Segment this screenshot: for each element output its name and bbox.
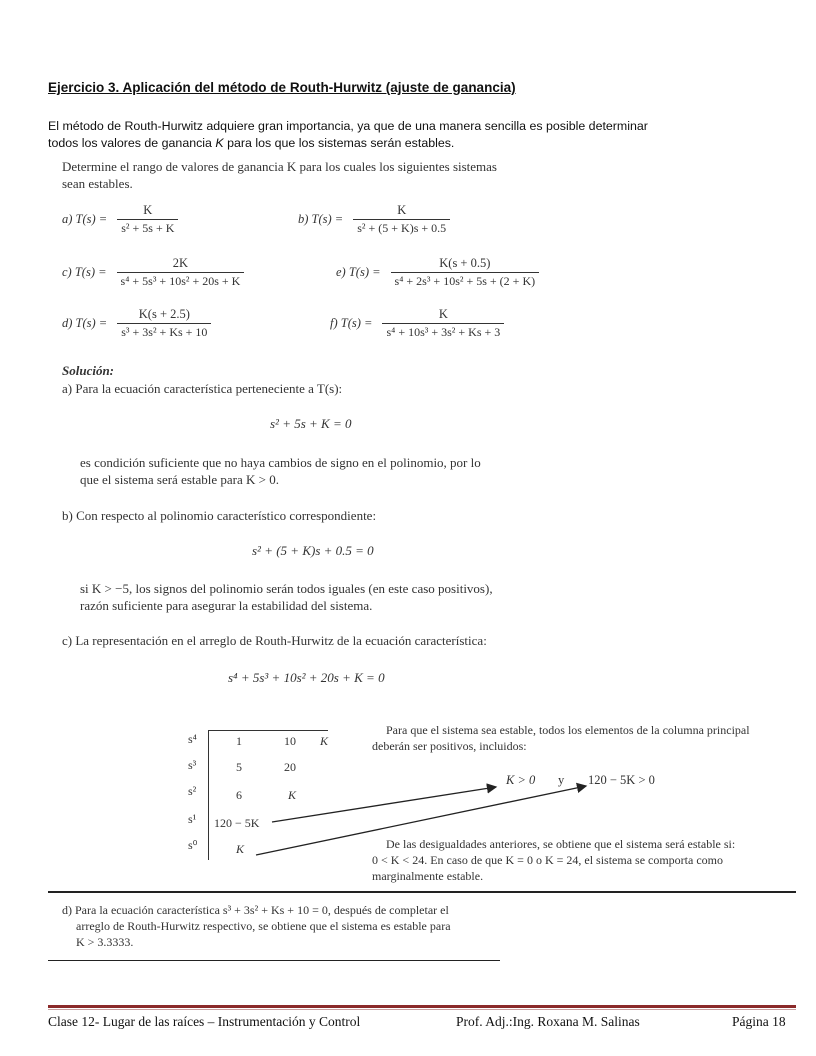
part-d-divider bbox=[48, 960, 500, 961]
solution-b-intro: b) Con respecto al polinomio característico correspondiente: bbox=[62, 508, 377, 523]
routh-note-2-line-2: 0 < K < 24. En caso de que K = 0 o K = 24, el sistema se comporta como bbox=[372, 853, 723, 867]
transfer-function-d: d) T(s) = $\frac{K(s + 2.5)}{\text{s³ + 3s² + Ks + 10}}$ bbox=[62, 307, 211, 340]
solution-title: Solución: bbox=[62, 363, 115, 378]
routh-cell: 1 bbox=[236, 734, 242, 748]
intro-line-1: El método de Routh-Hurwitz adquiere gran importancia, ya que de una manera sencilla es posible determinar bbox=[48, 119, 648, 133]
routh-cell: K bbox=[236, 842, 245, 856]
routh-note-2-line-1: De las desigualdades anteriores, se obtiene que el sistema será estable si: bbox=[386, 837, 736, 851]
footer-professor: Prof. Adj.:Ing. Roxana M. Salinas bbox=[456, 1014, 640, 1029]
condition-conjunction: y bbox=[558, 773, 565, 787]
solution-a-equation: s² + 5s + K = 0 bbox=[270, 416, 352, 431]
solution-b-equation: s² + (5 + K)s + 0.5 = 0 bbox=[252, 543, 374, 558]
footer-page-number: Página 18 bbox=[732, 1014, 786, 1029]
transfer-function-c: c) T(s) = $\frac{2K}{\text{s⁴ + 5s³ + 10s² + 20s + K}}$ bbox=[62, 256, 244, 289]
routh-cell: 6 bbox=[236, 788, 242, 802]
routh-cell: 20 bbox=[284, 760, 296, 774]
routh-power-s1: s¹ bbox=[188, 812, 197, 826]
footer-course: Clase 12- Lugar de las raíces – Instrumentación y Control bbox=[48, 1014, 361, 1029]
solution-a-intro: a) Para la ecuación característica perteneciente a T(s): bbox=[62, 381, 343, 396]
transfer-function-b: b) T(s) = $\frac{K}{\text{s² + (5 + K)s + 0.5}}$ bbox=[298, 203, 450, 236]
problem-line-1: Determine el rango de valores de ganancia K para los cuales los siguientes sistemas bbox=[62, 159, 497, 174]
arrow-to-k-condition bbox=[272, 787, 496, 822]
condition-k-positive: K > 0 bbox=[506, 773, 536, 787]
routh-note-2 bbox=[372, 836, 802, 884]
solution-a-line-2: que el sistema será estable para K > 0. bbox=[80, 472, 280, 487]
routh-power-s2: s² bbox=[188, 784, 197, 798]
part-d-text bbox=[62, 902, 502, 950]
transfer-function-f: f) T(s) = $\frac{K}{\text{s⁴ + 10s³ + 3s² + Ks + 3}}$ bbox=[330, 307, 504, 340]
routh-cell: 120 − 5K bbox=[214, 816, 260, 830]
problem-line-2: sean estables. bbox=[62, 176, 133, 191]
condition-120-minus-5k: 120 − 5K > 0 bbox=[588, 773, 655, 787]
routh-power-s3: s³ bbox=[188, 758, 197, 772]
solution-b-line-1: si K > −5, los signos del polinomio serán todos iguales (en este caso positivos), bbox=[80, 581, 493, 596]
routh-cell: 5 bbox=[236, 760, 242, 774]
solution-b-line-2: razón suficiente para asegurar la estabilidad del sistema. bbox=[80, 598, 373, 613]
routh-note-2-line-3: marginalmente estable. bbox=[372, 869, 484, 883]
routh-note-1 bbox=[372, 722, 802, 754]
routh-cell: K bbox=[320, 734, 329, 748]
transfer-function-e: e) T(s) = $\frac{K(s + 0.5)}{\text{s⁴ + 2s³ + 10s² + 5s + (2 + K)}}$ bbox=[336, 256, 539, 289]
section-divider bbox=[48, 891, 796, 893]
transfer-function-a: a) T(s) = $\frac{K}{\text{s² + 5s + K}}$ bbox=[62, 203, 178, 236]
footer-rule bbox=[48, 1005, 796, 1008]
routh-power-s4: s⁴ bbox=[188, 732, 197, 746]
footer-rule-thin bbox=[48, 1009, 796, 1010]
solution-c-equation: s⁴ + 5s³ + 10s² + 20s + K = 0 bbox=[228, 670, 385, 685]
routh-cell: K bbox=[288, 788, 297, 802]
intro-line-2: todos los valores de ganancia K para los que los sistemas serán estables. bbox=[48, 136, 455, 150]
routh-note-1-line-2: deberán ser positivos, incluidos: bbox=[372, 739, 527, 753]
part-d-line-2: arreglo de Routh-Hurwitz respectivo, se obtiene que el sistema es estable para bbox=[76, 919, 451, 933]
solution-c-intro: c) La representación en el arreglo de Routh-Hurwitz de la ecuación característica: bbox=[62, 633, 487, 648]
solution-a-line-1: es condición suficiente que no haya cambios de signo en el polinomio, por lo bbox=[80, 455, 481, 470]
part-d-line-3: K > 3.3333. bbox=[76, 935, 134, 949]
routh-note-1-line-1: Para que el sistema sea estable, todos los elementos de la columna principal bbox=[386, 723, 750, 737]
exercise-heading: Ejercicio 3. Aplicación del método de Routh-Hurwitz (ajuste de ganancia) bbox=[48, 80, 516, 95]
routh-power-s0: s⁰ bbox=[188, 838, 198, 852]
routh-cell: 10 bbox=[284, 734, 296, 748]
part-d-line-1: d) Para la ecuación característica s³ + 3s² + Ks + 10 = 0, después de completar el bbox=[62, 903, 449, 917]
